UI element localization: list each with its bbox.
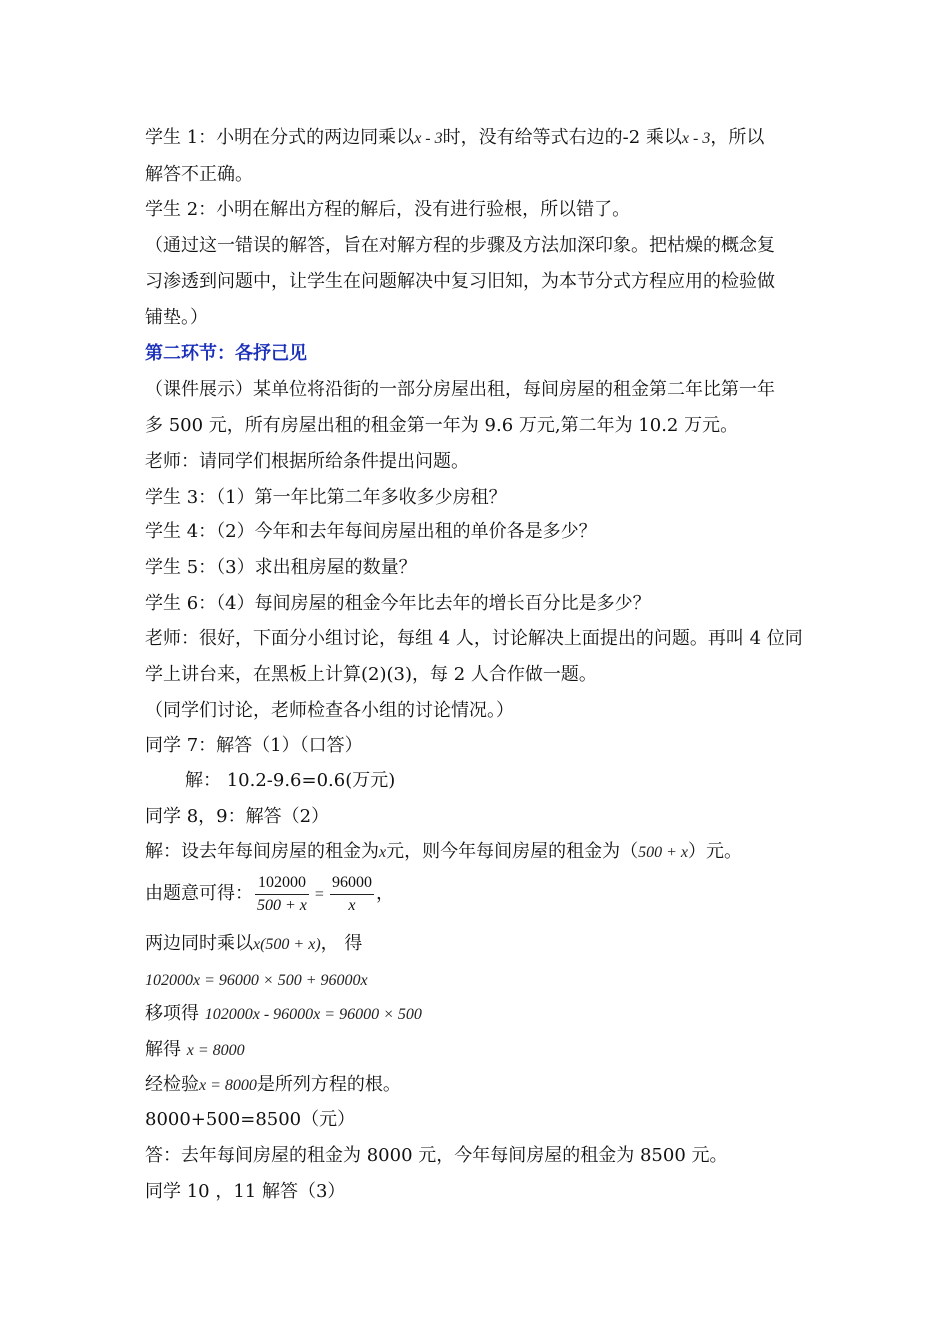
paragraph-student2: 学生 2：小明在解出方程的解后，没有进行验根，所以错了。: [145, 199, 631, 220]
equation-line: 解得 x = 8000: [145, 1039, 245, 1060]
text-line: 同学 7：解答（1）（口答）: [145, 735, 363, 756]
math-expression: x = 8000: [186, 1042, 245, 1059]
text-line: 老师：很好，下面分小组讨论，每组 4 人，讨论解决上面提出的问题。再叫 4 位同: [145, 628, 803, 649]
text-line: 两边同时乘以x(500 + x)， 得: [145, 933, 363, 954]
solution-setup: 解：设去年每间房屋的租金为x元，则今年每间房屋的租金为（500 + x）元。: [145, 841, 743, 862]
text-line: 习渗透到问题中，让学生在问题解决中复习旧知，为本节分式方程应用的检验做: [145, 271, 775, 292]
equation-line: [145, 968, 825, 993]
text-line: 解答不正确。: [145, 164, 253, 185]
text-line: （通过这一错误的解答，旨在对解方程的步骤及方法加深印象。把枯燥的概念复: [145, 235, 775, 256]
math-expression: 102000x - 96000x = 96000 × 500: [204, 1006, 422, 1023]
text-line: 学生 3：（1）第一年比第二年多收多少房租？: [145, 487, 507, 508]
fraction-equation: 由题意可得： $\frac{102000}{500 + x}$ = $\frac{96000}{x}$ ，: [145, 866, 825, 923]
math-expression: x: [379, 844, 387, 861]
math-expression: x - 3: [414, 130, 443, 147]
math-expression: 102000x = 96000 × 500 + 96000x: [145, 972, 368, 989]
text-line: 同学 8，9：解答（2）: [145, 806, 330, 827]
paragraph-student1: 学生 1：小明在分式的两边同乘以x - 3时，没有给等式右边的-2 乘以x - 3，所以: [145, 127, 765, 148]
text-line: 经检验x = 8000是所列方程的根。: [145, 1074, 401, 1095]
text-line: （课件展示）某单位将沿街的一部分房屋出租，每间房屋的租金第二年比第一年: [145, 379, 775, 400]
fraction: $\frac{96000}{x}$: [331, 873, 372, 914]
text-line: 学上讲台来，在黑板上计算(2)(3)，每 2 人合作做一题。: [145, 664, 597, 685]
math-expression: 500 + x: [638, 844, 689, 861]
math-expression: x - 3: [681, 130, 711, 147]
text-line: 学生 4：（2）今年和去年每间房屋出租的单价各是多少？: [145, 521, 597, 542]
text-line: 学生 5：（3）求出租房屋的数量？: [145, 557, 417, 578]
fraction: $\frac{102000}{500 + x}$: [257, 873, 307, 914]
text-line: 多 500 元，所有房屋出租的租金第一年为 9.6 万元,第二年为 10.2 万元。: [145, 415, 739, 436]
text-line: 学生 6：（4）每间房屋的租金今年比去年的增长百分比是多少？: [145, 593, 651, 614]
section-heading: 第二环节：各抒己见: [145, 343, 307, 364]
text-line: 8000+500=8500（元）: [145, 1109, 356, 1130]
math-expression: x = 8000: [199, 1077, 257, 1094]
text-line: （同学们讨论，老师检查各小组的讨论情况。）: [145, 700, 514, 721]
equation-line: 移项得 102000x - 96000x = 96000 × 500: [145, 1003, 422, 1024]
text-line: 解： 10.2-9.6=0.6(万元): [185, 770, 396, 791]
math-expression: x(500 + x): [253, 936, 321, 953]
text-line: 铺垫。）: [145, 307, 208, 328]
text-line: 同学 10 ，11 解答（3）: [145, 1181, 346, 1202]
answer-line: 答：去年每间房屋的租金为 8000 元，今年每间房屋的租金为 8500 元。: [145, 1145, 728, 1166]
text-line: 老师：请同学们根据所给条件提出问题。: [145, 451, 469, 472]
